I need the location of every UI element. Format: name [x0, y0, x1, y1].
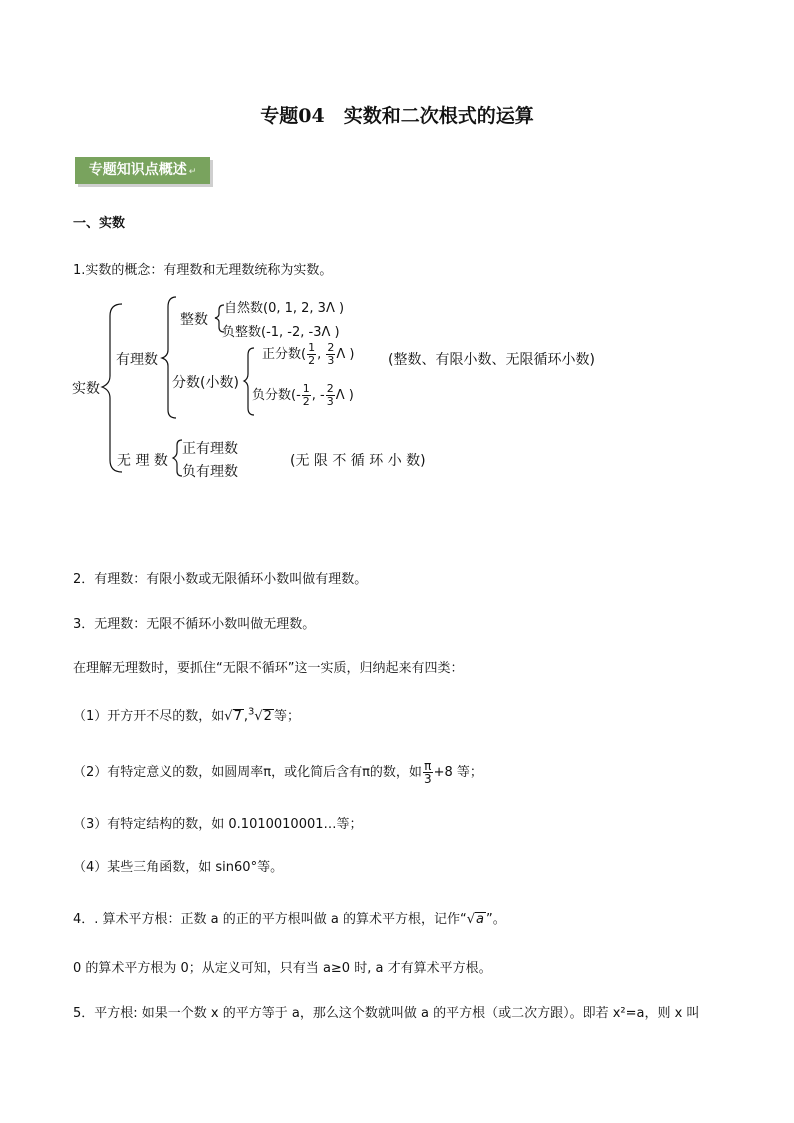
- paragraph-four-types: 在理解无理数时，要抓住“无限不循环”这一实质，归纳起来有四类：: [73, 661, 464, 676]
- page-title: 专题04 实数和二次根式的运算: [260, 105, 534, 127]
- tree-integer: 整数: [180, 312, 208, 328]
- tree-pos-fraction: [262, 342, 354, 367]
- badge-label: 专题知识点概述: [88, 162, 187, 178]
- sqrt-radicand-a: a: [476, 912, 484, 927]
- list-item-trig: （4）某些三角函数，如 sin60°等。: [73, 860, 284, 875]
- tree-rational-note: (整数、有限小数、无限循环小数): [388, 352, 595, 368]
- sqrt-symbol-icon: √: [466, 912, 476, 927]
- fraction-one-half: $\frac{1}{2}$: [308, 341, 316, 367]
- tree-fraction: 分数(小数): [172, 375, 239, 391]
- tree-irrational: 无 理 数: [117, 453, 168, 469]
- paragraph-zero-sqrt: 0 的算术平方根为 0；从定义可知，只有当 a≥0 时, a 才有算术平方根。: [73, 961, 492, 976]
- paragraph-square-root-definition: 5．平方根: 如果一个数 x 的平方等于 a，那么这个数就叫做 a 的平方根（或二次方跟）。即若 x²=a，则 x 叫: [73, 1006, 700, 1021]
- list-item-pi: （2）有特定意义的数，如圆周率π，或化简后含有π的数，如 $\frac{\pi}{3}$ +8 等；: [73, 759, 483, 786]
- tree-neg-irrational: 负有理数: [182, 464, 238, 480]
- pos-frac-label: 正分数(: [262, 347, 307, 362]
- list-item-structure: （3）有特定结构的数，如 0.1010010001…等；: [73, 817, 363, 832]
- fraction-neg-two-thirds: $\frac{2}{3}$: [326, 382, 334, 408]
- paragraph-rational-definition: 2．有理数：有限小数或无限循环小数叫做有理数。: [73, 572, 368, 587]
- section-heading: 一、实数: [73, 216, 126, 231]
- tree-irrational-note: (无 限 不 循 环 小 数): [290, 453, 426, 469]
- return-mark-icon: ↵: [188, 167, 197, 177]
- tree-root-real: 实数: [72, 381, 100, 397]
- pos-frac-comma: ,: [317, 347, 322, 362]
- tree-rational: 有理数: [116, 352, 158, 368]
- neg-frac-comma: , -: [311, 388, 325, 403]
- fraction-two-thirds: $\frac{2}{3}$: [327, 341, 335, 367]
- cube-root-symbol-icon: √: [254, 709, 263, 724]
- neg-frac-label: 负分数(-: [252, 388, 301, 403]
- tree-natural: 自然数(0, 1, 2, 3Λ ): [224, 301, 345, 316]
- neg-frac-tail: Λ ): [335, 388, 354, 403]
- cube-root-radicand-2: 2: [263, 709, 272, 724]
- fraction-neg-one-half: $\frac{1}{2}$: [302, 382, 310, 408]
- sqrt-radicand-7: 7: [233, 709, 242, 724]
- tree-pos-irrational: 正有理数: [182, 441, 238, 457]
- fraction-pi-over-3: $\frac{\pi}{3}$: [423, 759, 432, 786]
- sqrt-symbol-icon: √: [224, 709, 233, 724]
- paragraph-real-number-concept: 1.实数的概念：有理数和无理数统称为实数。: [73, 263, 333, 278]
- cube-root-index: 3: [248, 706, 255, 718]
- tree-neg-integer: 负整数(-1, -2, -3Λ ): [222, 325, 340, 340]
- list-item-roots: （1）开方开不尽的数，如√7 ,$^3$√2 等；: [73, 706, 300, 724]
- pos-frac-tail: Λ ): [336, 347, 355, 362]
- paragraph-irrational-definition: 3．无理数：无限不循环小数叫做无理数。: [73, 617, 316, 632]
- tree-neg-fraction: [252, 383, 354, 408]
- paragraph-arith-sqrt: 4．. 算术平方根：正数 a 的正的平方根叫做 a 的算术平方根，记作“√a ”。: [73, 912, 506, 927]
